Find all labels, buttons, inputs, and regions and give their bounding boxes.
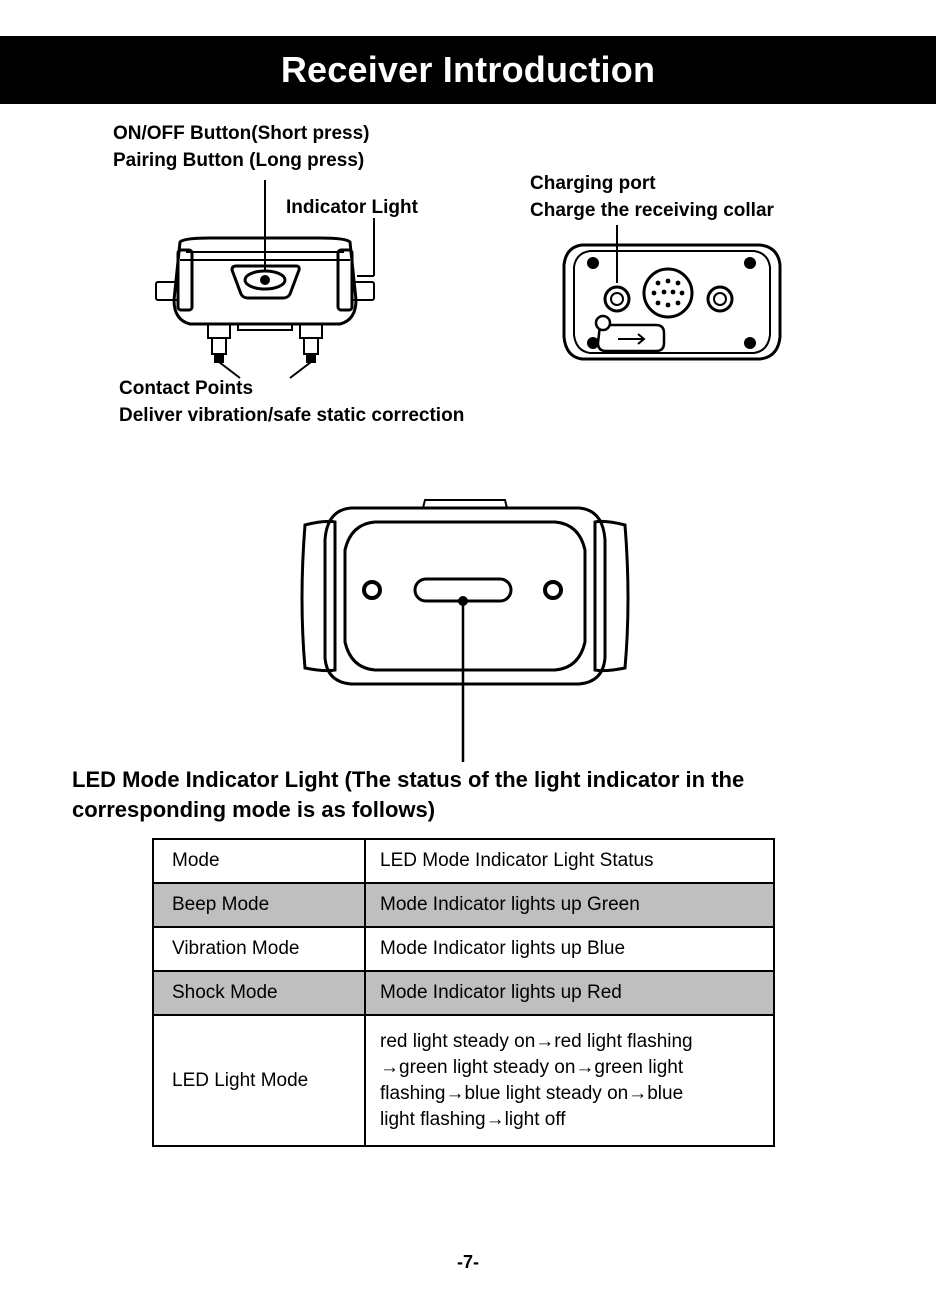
table-row	[153, 927, 774, 971]
usb-icon	[618, 334, 644, 344]
mode-cell: Vibration Mode	[153, 927, 365, 971]
mode-cell: Shock Mode	[153, 971, 365, 1015]
receiver-top-view	[295, 500, 635, 760]
table-row	[153, 971, 774, 1015]
table-row	[153, 883, 774, 927]
mode-cell: LED Light Mode	[153, 1015, 365, 1146]
indicator-light-label: Indicator Light	[286, 197, 418, 218]
contact-points-label: Contact Points Deliver vibration/safe static correction	[119, 378, 465, 426]
table-row	[153, 1015, 774, 1146]
page-title: Receiver Introduction	[280, 49, 656, 90]
receiver-charging-view	[560, 225, 785, 365]
status-cell: Mode Indicator lights up Blue	[365, 927, 774, 971]
status-cell: Mode Indicator lights up Green	[365, 883, 774, 927]
status-cell: red light steady on→red light flashing →green light steady on→green light flashing→blue light steady on→blue light flashing→light off	[365, 1015, 774, 1146]
led-section-title: LED Mode Indicator Light (The status of the light indicator in the corresponding mode is as follows)	[72, 767, 745, 822]
table-header-status: LED Mode Indicator Light Status	[365, 839, 774, 883]
status-cell: Mode Indicator lights up Red	[365, 971, 774, 1015]
receiver-side-view	[150, 180, 380, 380]
table-header-mode: Mode	[153, 839, 365, 883]
mode-cell: Beep Mode	[153, 883, 365, 927]
page-header	[0, 36, 936, 104]
page-number: -7-	[457, 1252, 479, 1272]
table-header-row	[153, 839, 774, 883]
charging-port-label: Charging port Charge the receiving collar	[530, 173, 774, 221]
led-mode-table	[152, 838, 775, 1147]
onoff-button-label: ON/OFF Button(Short press) Pairing Button (Long press)	[113, 123, 370, 171]
